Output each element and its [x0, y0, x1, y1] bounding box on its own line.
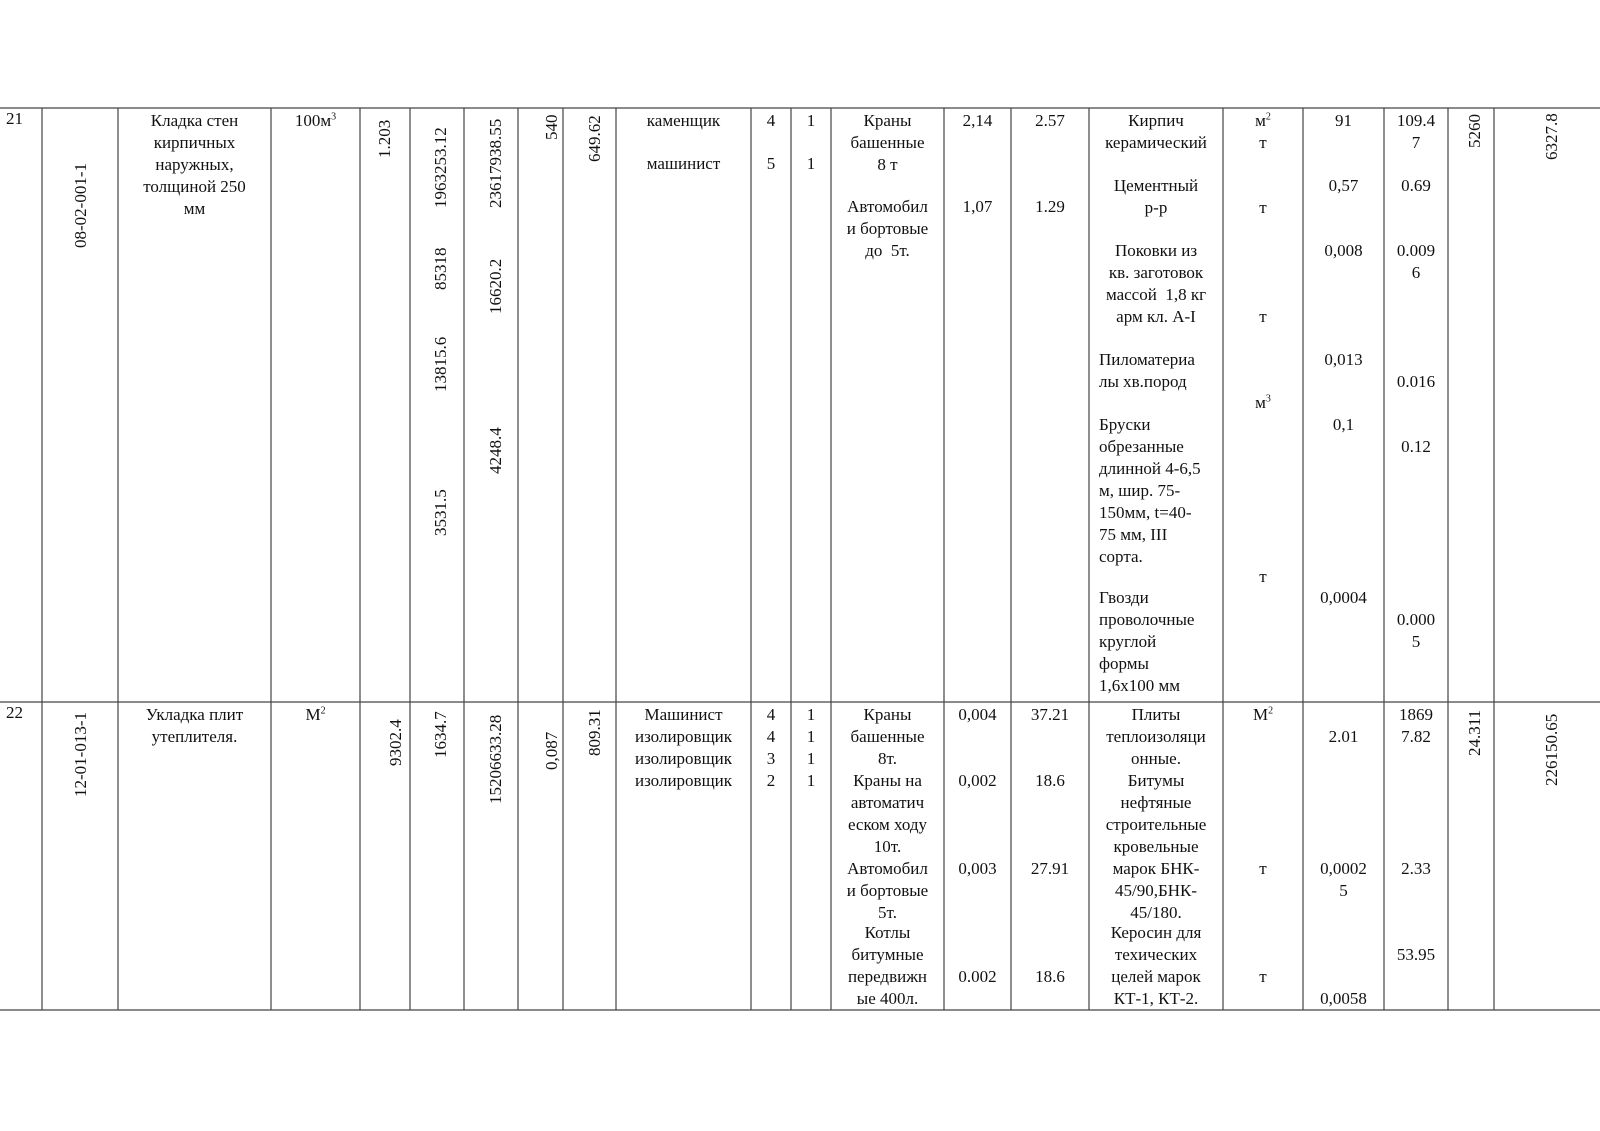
machine-name: Автомобил и бортовые до 5т. — [846, 197, 929, 260]
material-unit: т — [1259, 307, 1267, 326]
material-unit: $м^2$ — [1255, 111, 1271, 130]
material-unit: $М^2$ — [1252, 705, 1274, 724]
material-total: 109.4 7 — [1396, 111, 1436, 152]
machine-name: Автомобил и бортовые 5т. — [846, 859, 929, 922]
material-unit: т — [1259, 133, 1267, 152]
cost-b-value: 4248.4 — [486, 427, 505, 474]
material-norm: 0,0002 5 — [1320, 859, 1367, 900]
machine-name: Краны башенные 8 т — [850, 111, 925, 174]
material-unit: т — [1259, 567, 1267, 586]
worker-count: 1 — [806, 154, 816, 173]
material-total: 0.69 — [1401, 176, 1431, 195]
material-total: 0.12 — [1401, 437, 1431, 456]
material-total: 2.33 — [1401, 859, 1431, 878]
material-total: 0.009 6 — [1396, 241, 1436, 282]
material-total: 1869 7.82 — [1399, 705, 1433, 746]
machine-name: Краны на автоматич еском ходу 10т. — [847, 771, 928, 856]
column-18-value: 6327.8 — [1542, 113, 1561, 160]
labor-total: 649.62 — [585, 115, 604, 162]
material-unit: т — [1259, 967, 1267, 986]
material-norm: 0,0058 — [1320, 989, 1367, 1008]
worker-grade: 4 — [766, 727, 776, 746]
labor-norm: 540 — [542, 114, 561, 140]
worker-count: 1 — [806, 111, 816, 130]
row-code: 12-01-013-1 — [71, 712, 90, 797]
worker-count: 1 — [806, 749, 816, 768]
row-number: 21 — [6, 109, 23, 128]
worker-profession: изолировщик — [634, 771, 733, 790]
cost-b-value: 15206633.28 — [486, 714, 505, 804]
cost-b-value: 16620.2 — [486, 258, 505, 314]
material-norm: 0,013 — [1324, 350, 1363, 369]
worker-profession: машинист — [646, 154, 721, 173]
work-name: Кладка стен кирпичных наружных, толщиной 250 мм — [143, 111, 246, 218]
labor-total: 809.31 — [585, 709, 604, 756]
material-name: Пиломатериа лы хв.пород — [1099, 350, 1195, 391]
machine-norm: 0,004 — [958, 705, 997, 724]
worker-profession: изолировщик — [634, 749, 733, 768]
worker-count: 1 — [806, 771, 816, 790]
material-norm: 0,1 — [1332, 415, 1355, 434]
material-name: Бруски обрезанные длинной 4-6,5 м, шир. 75- 150мм, t=40- 75 мм, III сорта. — [1099, 415, 1201, 566]
machine-norm: 1,07 — [962, 197, 993, 216]
machine-total: 18.6 — [1035, 967, 1065, 986]
material-unit: $м^3$ — [1255, 393, 1271, 412]
material-name: Плиты теплоизоляци онные. — [1106, 705, 1206, 768]
material-name: Битумы нефтяные строительные кровельные марок БНК- 45/90,БНК- 45/180. — [1105, 771, 1207, 922]
cost-a-value: 1963253.12 — [431, 127, 450, 208]
worker-grade: 4 — [766, 111, 776, 130]
machine-total: 27.91 — [1030, 859, 1070, 878]
material-name: Цементный р-р — [1113, 176, 1199, 217]
unit-of-measure: $100м^3$ — [294, 111, 337, 130]
material-unit: т — [1259, 859, 1267, 878]
material-total: 0.000 5 — [1396, 610, 1436, 651]
quantity: 9302.4 — [386, 719, 405, 766]
column-17-value: 5260 — [1465, 114, 1484, 148]
work-name: Укладка плит утеплителя. — [145, 705, 244, 746]
material-norm: 0,0004 — [1320, 588, 1367, 607]
material-name: Кирпич керамический — [1105, 111, 1207, 152]
machine-norm: 0,002 — [958, 771, 997, 790]
material-unit: т — [1259, 198, 1267, 217]
cost-a-value: 13815.6 — [431, 336, 450, 392]
machine-norm: 0,003 — [958, 859, 997, 878]
cost-a-value: 85318 — [431, 247, 450, 290]
machine-name: Краны башенные 8т. — [850, 705, 925, 768]
material-name: Гвозди проволочные круглой формы 1,6х100 мм — [1099, 588, 1195, 695]
material-norm: 2.01 — [1328, 727, 1359, 746]
material-norm: 0,57 — [1328, 176, 1359, 195]
worker-grade: 2 — [766, 771, 776, 790]
machine-norm: 2,14 — [962, 111, 993, 130]
quantity: 1.203 — [375, 119, 394, 158]
machine-total: 1.29 — [1035, 197, 1065, 216]
cost-b-value: 23617938.55 — [486, 118, 505, 208]
worker-count: 1 — [806, 727, 816, 746]
unit-of-measure: $М^2$ — [305, 705, 326, 724]
material-total: 53.95 — [1396, 945, 1436, 964]
machine-total: 37.21 — [1030, 705, 1070, 724]
material-norm: 0,008 — [1324, 241, 1363, 260]
worker-profession: каменщик — [646, 111, 721, 130]
worker-grade: 4 — [766, 705, 776, 724]
machine-total: 2.57 — [1035, 111, 1065, 130]
machine-norm: 0.002 — [958, 967, 997, 986]
column-18-value: 226150.65 — [1542, 713, 1561, 786]
worker-profession: Машинист — [644, 705, 723, 724]
machine-name: Котлы битумные передвижн ые 400л. — [847, 923, 928, 1008]
material-name: Керосин для техических целей марок КТ-1, КТ-2. — [1110, 923, 1202, 1008]
worker-profession: изолировщик — [634, 727, 733, 746]
worker-count: 1 — [806, 705, 816, 724]
machine-total: 18.6 — [1035, 771, 1065, 790]
worker-grade: 3 — [766, 749, 776, 768]
labor-norm: 0,087 — [542, 731, 561, 770]
worker-grade: 5 — [766, 154, 776, 173]
column-17-value: 24.311 — [1465, 709, 1484, 756]
material-total: 0.016 — [1396, 372, 1436, 391]
material-name: Поковки из кв. заготовок массой 1,8 кг арм кл. А-I — [1105, 241, 1207, 326]
cost-a-value: 3531.5 — [431, 489, 450, 536]
material-norm: 91 — [1335, 111, 1352, 130]
row-number: 22 — [6, 703, 23, 722]
cost-a-value: 1634.7 — [431, 711, 450, 758]
row-code: 08-02-001-1 — [71, 163, 90, 248]
